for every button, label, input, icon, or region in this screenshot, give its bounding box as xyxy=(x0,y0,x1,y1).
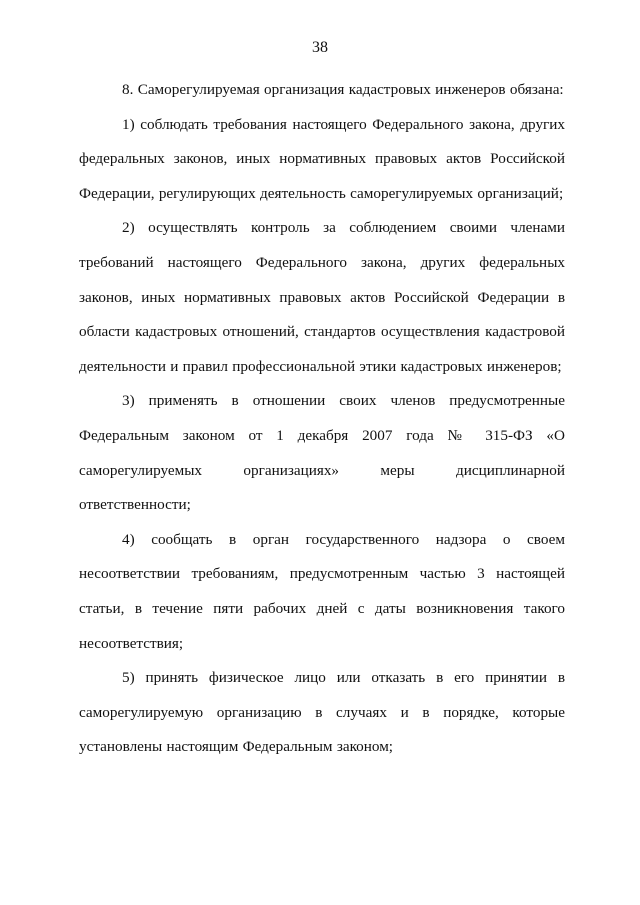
paragraph-intro: 8. Саморегулируемая организация кадастровых инженеров обязана: xyxy=(122,81,564,98)
document-body xyxy=(79,73,565,765)
paragraph-item-3: 3) применять в отношении своих членов предусмотренные Федеральным законом от 1 декабря 2007 года № 315-ФЗ «О саморегулируемых организациях» меры дисциплинарной ответственности; xyxy=(79,392,565,514)
paragraph-item-4: 4) сообщать в орган государственного надзора о своем несоответствии требованиям, предусмотренным частью 3 настоящей статьи, в течение пяти рабочих дней с даты возникновения такого несоответствия; xyxy=(79,530,565,652)
page-number: 38 xyxy=(312,39,328,56)
paragraph-item-1: 1) соблюдать требования настоящего Федерального закона, других федеральных законов, иных нормативных правовых актов Российской Федерации, регулирующих деятельность саморегулируемых организаций; xyxy=(79,115,565,202)
paragraph-item-5: 5) принять физическое лицо или отказать в его принятии в саморегулируемую организацию в случаях и в порядке, которые установлены настоящим Федеральным законом; xyxy=(79,669,565,756)
paragraph-item-2: 2) осуществлять контроль за соблюдением своими членами требований настоящего Федерального закона, других федеральных законов, иных нормативных правовых актов Российской Федерации в области кадастровых отношений, стандартов осуществления кадастровой деятельности и правил профессиональной этики кадастровых инженеров; xyxy=(79,219,565,375)
